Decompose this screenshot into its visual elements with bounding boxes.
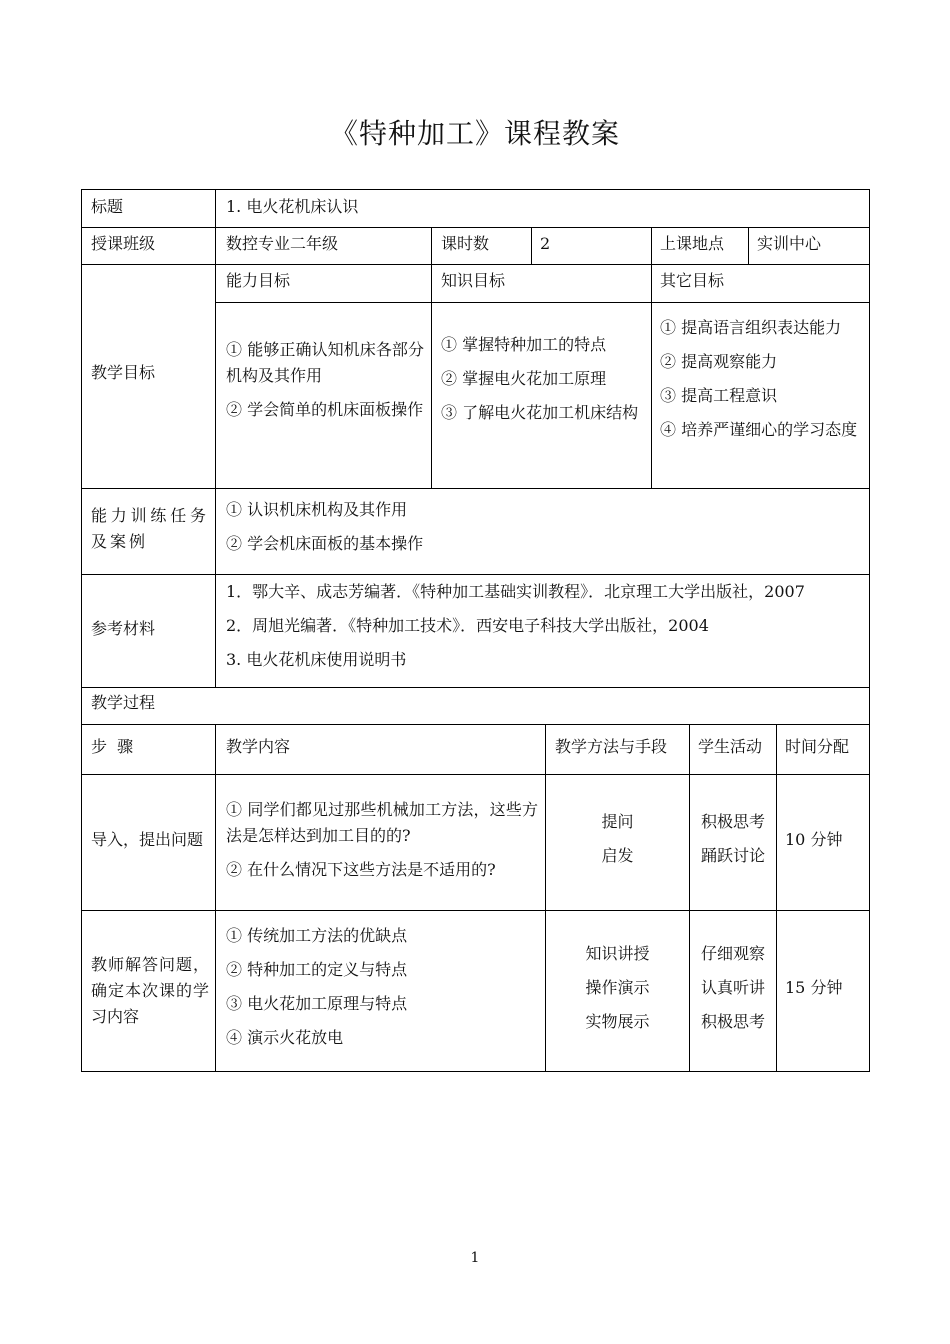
class-value: 数控专业二年级: [226, 234, 339, 253]
list-item: 3. 电火花机床使用说明书: [226, 650, 407, 669]
ability-objective-list: [226, 337, 424, 431]
list-item: ② 在什么情况下这些方法是不适用的?: [226, 860, 496, 879]
table-row-2-method: [546, 941, 689, 1043]
other-objective-list: [660, 315, 862, 451]
list-item: 积极思考: [700, 812, 765, 831]
objectives-label: 教学目标: [91, 363, 156, 382]
list-item: 操作演示: [585, 978, 650, 997]
col-divider: [431, 227, 432, 489]
header-time: 时间分配: [785, 737, 850, 756]
row-divider: [81, 574, 870, 575]
col-divider: [651, 227, 652, 489]
ability-objective-header: 能力目标: [226, 271, 291, 290]
process-label: 教学过程: [91, 693, 156, 712]
list-item: 2．周旭光编著．《特种加工技术》．西安电子科技大学出版社，2004: [226, 616, 709, 635]
list-item: ① 传统加工方法的优缺点: [226, 926, 408, 945]
table-border-right: [869, 189, 870, 1072]
col-divider: [215, 724, 216, 1072]
list-item: ① 认识机床机构及其作用: [226, 500, 408, 519]
header-student: 学生活动: [698, 737, 763, 756]
list-item: ② 特种加工的定义与特点: [226, 960, 408, 979]
location-value: 实训中心: [757, 234, 822, 253]
list-item: 仔细观察: [700, 944, 765, 963]
class-label: 授课班级: [91, 234, 156, 253]
hours-label: 课时数: [441, 234, 490, 253]
location-label: 上课地点: [660, 234, 725, 253]
col-divider: [215, 189, 216, 688]
row-divider: [81, 687, 870, 688]
row-divider: [81, 264, 870, 265]
knowledge-objective-list: [441, 332, 645, 434]
list-item: ① 同学们都见过那些机械加工方法，这些方法是怎样达到加工目的的?: [226, 800, 538, 845]
table-border-left: [81, 189, 82, 1072]
row-divider: [81, 724, 870, 725]
list-item: ④ 演示火花放电: [226, 1028, 344, 1047]
row-divider: [81, 774, 870, 775]
list-item: ③ 了解电火花加工机床结构: [441, 403, 639, 422]
table-row-1-content: [226, 797, 538, 891]
list-item: ① 掌握特种加工的特点: [441, 335, 607, 354]
table-row-2-student: [690, 941, 776, 1043]
header-step: 步 骤: [91, 737, 134, 756]
list-item: ③ 电火花加工原理与特点: [226, 994, 408, 1013]
list-item: ④ 培养严谨细心的学习态度: [660, 420, 858, 439]
table-row-1-method: [546, 809, 689, 877]
references-list: [226, 579, 862, 681]
list-item: 实物展示: [585, 1012, 650, 1031]
header-content: 教学内容: [226, 737, 291, 756]
table-row-1-student: [690, 809, 776, 877]
other-objective-header: 其它目标: [660, 271, 725, 290]
list-item: ② 学会机床面板的基本操作: [226, 534, 424, 553]
table-row-2-content: [226, 923, 538, 1059]
list-item: ① 提高语言组织表达能力: [660, 318, 842, 337]
list-item: ② 提高观察能力: [660, 352, 778, 371]
col-divider: [531, 227, 532, 265]
list-item: ② 掌握电火花加工原理: [441, 369, 607, 388]
row-divider: [81, 910, 870, 911]
topic-label: 标题: [91, 197, 124, 216]
table-border-top: [81, 189, 870, 190]
references-label: 参考材料: [91, 619, 156, 638]
table-row-2-time: 15 分钟: [785, 978, 843, 997]
list-item: 1．鄂大辛、成志芳编著．《特种加工基础实训教程》．北京理工大学出版社，2007: [226, 582, 805, 601]
list-item: 启发: [601, 846, 634, 865]
col-divider: [776, 724, 777, 1072]
col-divider: [748, 227, 749, 265]
list-item: 知识讲授: [585, 944, 650, 963]
training-label: 能力训练任务及案例: [91, 506, 209, 551]
page-number: 1: [470, 1250, 480, 1266]
document-title: 《特种加工》课程教案: [329, 117, 620, 150]
list-item: 提问: [601, 812, 634, 831]
list-item: ③ 提高工程意识: [660, 386, 778, 405]
table-row-1-step: 导入，提出问题: [91, 830, 204, 849]
table-border-bottom: [81, 1071, 870, 1072]
list-item: 认真听讲: [700, 978, 765, 997]
topic-value: 1. 电火花机床认识: [226, 197, 359, 216]
knowledge-objective-header: 知识目标: [441, 271, 506, 290]
row-divider: [215, 302, 870, 303]
hours-value: 2: [540, 234, 551, 253]
row-divider: [81, 488, 870, 489]
list-item: ② 学会简单的机床面板操作: [226, 400, 424, 419]
list-item: ① 能够正确认知机床各部分机构及其作用: [226, 340, 424, 385]
list-item: 积极思考: [700, 1012, 765, 1031]
list-item: 踊跃讨论: [700, 846, 765, 865]
header-method: 教学方法与手段: [555, 737, 668, 756]
row-divider: [81, 227, 870, 228]
table-row-1-time: 10 分钟: [785, 830, 843, 849]
table-row-2-step: 教师解答问题，确定本次课的学习内容: [91, 955, 209, 1026]
training-list: [226, 497, 856, 565]
